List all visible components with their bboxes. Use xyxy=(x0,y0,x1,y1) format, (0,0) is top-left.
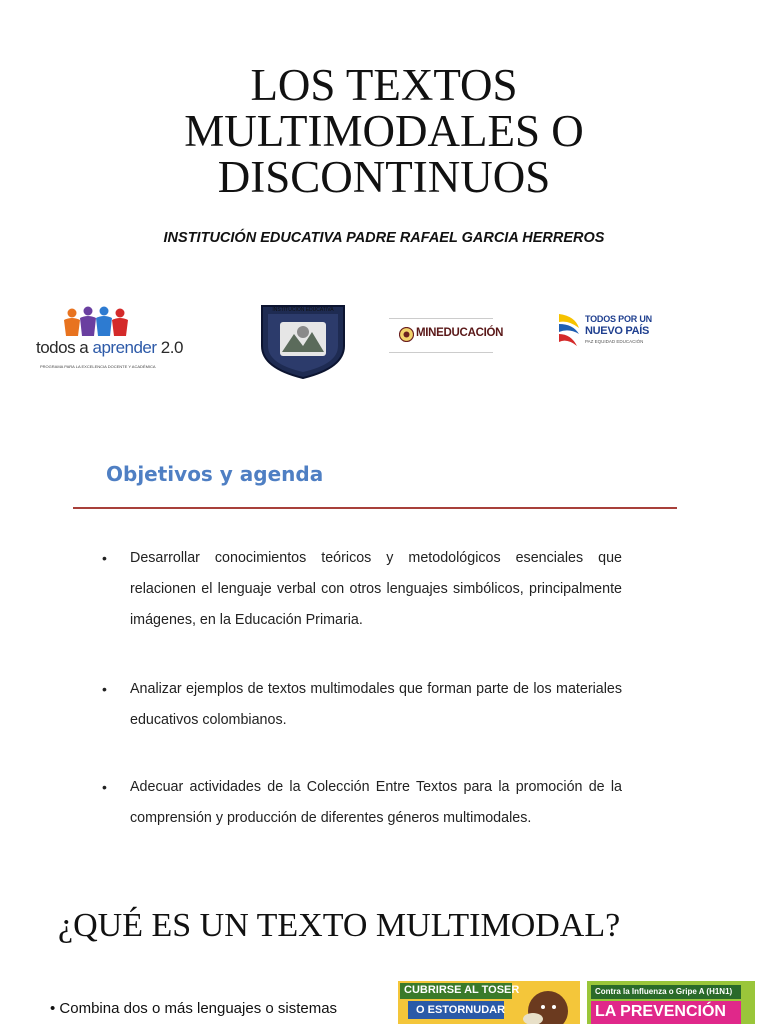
institution-subtitle: INSTITUCIÓN EDUCATIVA PADRE RAFAEL GARCIA HERREROS xyxy=(163,230,605,246)
shield-top-text: INSTITUCIÓN EDUCATIVA xyxy=(272,307,334,313)
cough-poster-image xyxy=(398,981,580,1024)
objectives-divider xyxy=(73,507,677,509)
section-title: ¿QUÉ ES UN TEXTO MULTIMODAL? xyxy=(58,907,621,944)
pais-line-1: TODOS POR UN xyxy=(585,314,652,324)
objectives-list xyxy=(102,543,622,834)
shield-icon xyxy=(258,302,348,380)
title-line-3: DISCONTINUOS xyxy=(217,152,551,202)
mineducacion-text: MINEDUCACIÓN xyxy=(416,327,504,339)
cough-poster-line-1: CUBRIRSE AL TOSER xyxy=(404,984,520,996)
bullet-dot: • xyxy=(102,681,107,697)
todos-word: todos a xyxy=(36,338,93,357)
flag-swoosh-icon xyxy=(555,310,583,350)
todos-a-aprender-logo xyxy=(36,306,183,376)
prevention-poster-line-1: Contra la Influenza o Gripe A (H1N1) xyxy=(595,987,733,996)
cough-poster-line-2: O ESTORNUDAR xyxy=(416,1004,506,1016)
mineducacion-logo xyxy=(389,318,504,352)
todos-logo-text xyxy=(36,338,183,358)
list-item xyxy=(102,674,622,736)
institution-shield-logo xyxy=(258,302,348,380)
objective-text: Adecuar actividades de la Colección Entre Textos para la promoción de la comprensión y producción de diferentes géneros multimodales. xyxy=(130,779,622,826)
pais-line-3: PAZ EQUIDAD EDUCACIÓN xyxy=(585,339,644,344)
list-item xyxy=(102,772,622,834)
list-item xyxy=(102,543,622,636)
title-line-2: MULTIMODALES O xyxy=(184,106,584,156)
title-line-1: LOS TEXTOS xyxy=(250,60,518,110)
page-title xyxy=(0,62,768,200)
objectives-title: Objetivos y agenda xyxy=(106,462,324,486)
objective-text: Analizar ejemplos de textos multimodales que forman parte de los materiales educativos colombianos. xyxy=(130,681,622,728)
version-word: 2.0 xyxy=(156,338,183,357)
pais-line-2: NUEVO PAÍS xyxy=(585,325,650,337)
prevention-poster-image xyxy=(587,981,755,1024)
bullet-dot: • xyxy=(102,779,107,795)
people-figures-icon xyxy=(62,306,132,338)
objective-text: Desarrollar conocimientos teóricos y metodológicos esenciales que relacionen el lenguaje verbal con otros lenguajes simbólicos, principalmente imágenes, en la Educación Primaria. xyxy=(130,550,622,628)
coat-of-arms-icon xyxy=(399,327,414,342)
bullet-dot: • xyxy=(102,550,107,566)
section-bullet: • Combina dos o más lenguajes o sistemas xyxy=(50,1000,338,1017)
aprender-word: aprender xyxy=(92,338,157,357)
prevention-poster-line-2: LA PREVENCIÓN xyxy=(595,1003,726,1020)
todos-por-un-nuevo-pais-logo xyxy=(555,308,655,352)
todos-logo-small-text: PROGRAMA PARA LA EXCELENCIA DOCENTE Y ACADÉMICA xyxy=(40,364,156,369)
